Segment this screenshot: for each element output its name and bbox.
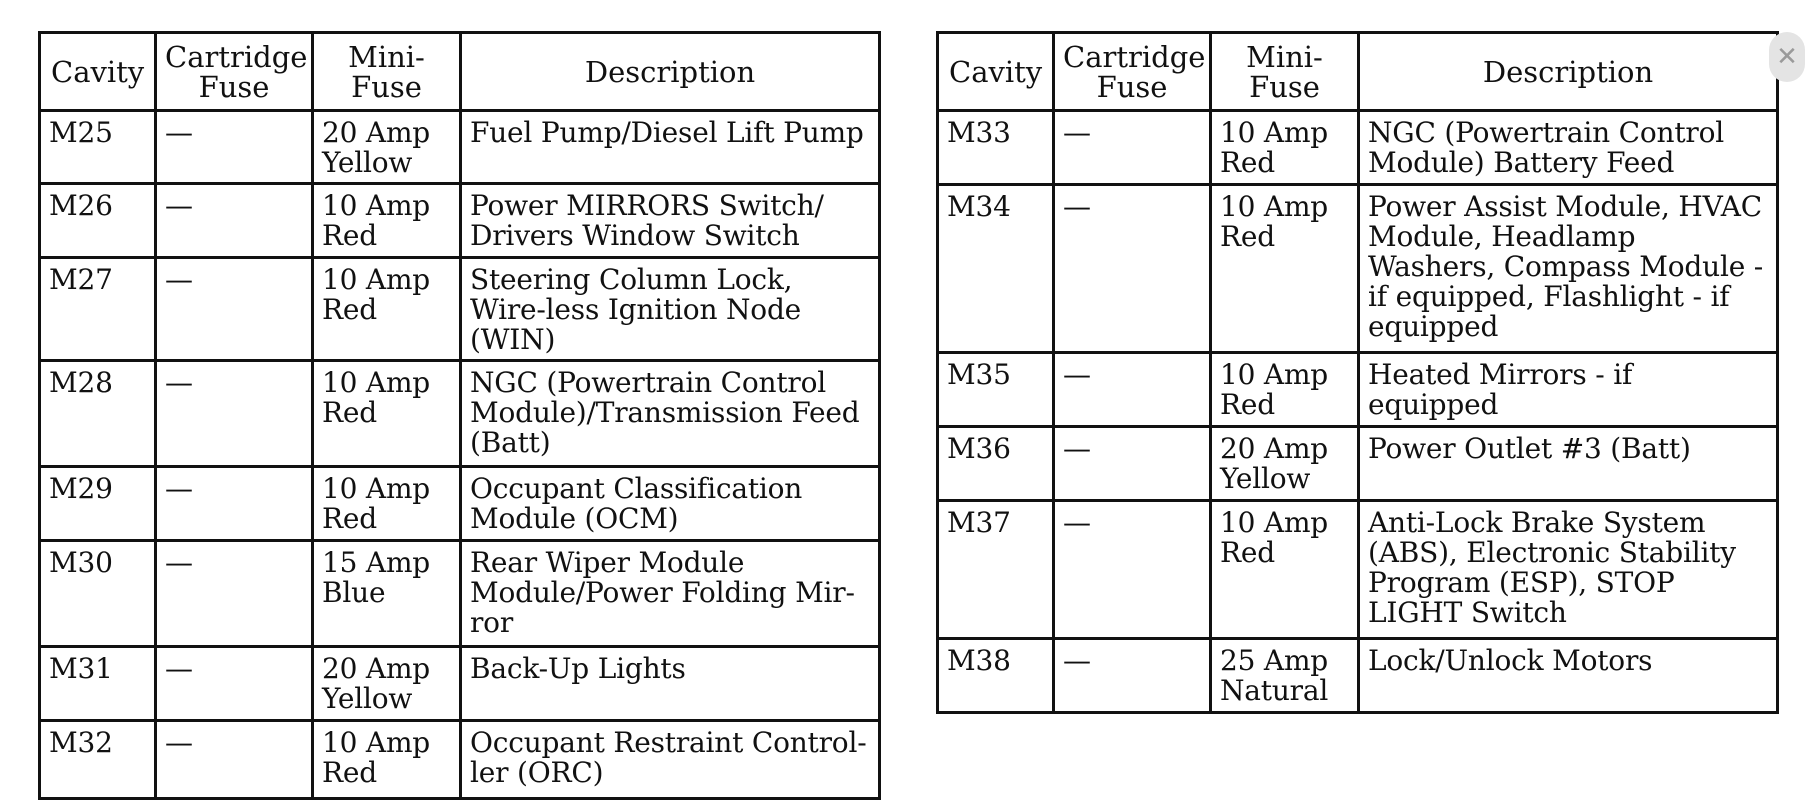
header-row [40,33,880,111]
cartridge-fuse-cell: — [1054,427,1211,501]
header-row [938,33,1778,111]
mini-fuse-cell: 20 Amp Yellow [1211,427,1359,501]
cavity-cell: M28 [40,361,156,467]
description-cell: Power Outlet #3 (Batt) [1359,427,1778,501]
fuse-table-right-body [938,111,1778,713]
cavity-cell: M32 [40,721,156,799]
cavity-cell: M33 [938,111,1054,185]
cartridge-fuse-cell: — [1054,353,1211,427]
description-cell: Steering Column Lock, Wire-less Ignition Node (WIN) [461,258,880,361]
table-row [938,111,1778,185]
description-cell: Fuel Pump/Diesel Lift Pump [461,111,880,184]
cavity-cell: M34 [938,185,1054,353]
cavity-cell: M37 [938,501,1054,639]
description-cell: Heated Mirrors - if equipped [1359,353,1778,427]
cartridge-fuse-cell: — [156,361,313,467]
table-row [40,541,880,647]
cavity-cell: M30 [40,541,156,647]
mini-fuse-cell: 20 Amp Yellow [313,647,461,721]
cavity-cell: M27 [40,258,156,361]
header-description: Description [461,33,880,111]
mini-fuse-cell: 10 Amp Red [313,184,461,258]
header-cartridge-fuse: Cartridge Fuse [1054,33,1211,111]
cavity-cell: M26 [40,184,156,258]
cavity-cell: M35 [938,353,1054,427]
description-cell: Rear Wiper Module Module/Power Folding Mir-ror [461,541,880,647]
table-row [40,721,880,799]
close-icon[interactable]: ✕ [1769,32,1805,82]
table-row [40,647,880,721]
cartridge-fuse-cell: — [1054,639,1211,713]
cartridge-fuse-cell: — [156,467,313,541]
description-cell: Occupant Classification Module (OCM) [461,467,880,541]
mini-fuse-cell: 15 Amp Blue [313,541,461,647]
header-cavity: Cavity [40,33,156,111]
cavity-cell: M38 [938,639,1054,713]
cavity-cell: M31 [40,647,156,721]
cavity-cell: M25 [40,111,156,184]
description-cell: Back-Up Lights [461,647,880,721]
description-cell: NGC (Powertrain Control Module)/Transmission Feed (Batt) [461,361,880,467]
header-description: Description [1359,33,1778,111]
mini-fuse-cell: 10 Amp Red [313,361,461,467]
mini-fuse-cell: 10 Amp Red [1211,353,1359,427]
cartridge-fuse-cell: — [1054,501,1211,639]
cartridge-fuse-cell: — [1054,111,1211,185]
fuse-table-right [936,31,1779,714]
description-cell: Power MIRRORS Switch/ Drivers Window Switch [461,184,880,258]
header-mini-fuse: Mini- Fuse [313,33,461,111]
description-cell: Lock/Unlock Motors [1359,639,1778,713]
mini-fuse-cell: 10 Amp Red [1211,111,1359,185]
table-row [938,639,1778,713]
cartridge-fuse-cell: — [156,111,313,184]
fuse-table-left [38,31,881,800]
table-row [40,361,880,467]
mini-fuse-cell: 10 Amp Red [313,467,461,541]
table-row [938,501,1778,639]
header-cartridge-fuse: Cartridge Fuse [156,33,313,111]
mini-fuse-cell: 10 Amp Red [313,258,461,361]
mini-fuse-cell: 25 Amp Natural [1211,639,1359,713]
cartridge-fuse-cell: — [156,258,313,361]
cavity-cell: M29 [40,467,156,541]
table-row [40,467,880,541]
table-row [40,184,880,258]
description-cell: Power Assist Module, HVAC Module, Headlamp Washers, Compass Module - if equipped, Flashlight - if equipped [1359,185,1778,353]
table-row [938,185,1778,353]
cartridge-fuse-cell: — [156,541,313,647]
description-cell: Occupant Restraint Control-ler (ORC) [461,721,880,799]
description-cell: NGC (Powertrain Control Module) Battery Feed [1359,111,1778,185]
cartridge-fuse-cell: — [156,721,313,799]
cartridge-fuse-cell: — [156,647,313,721]
mini-fuse-cell: 10 Amp Red [1211,185,1359,353]
table-row [938,427,1778,501]
cartridge-fuse-cell: — [1054,185,1211,353]
description-cell: Anti-Lock Brake System (ABS), Electronic Stability Program (ESP), STOP LIGHT Switch [1359,501,1778,639]
fuse-table-left-body [40,111,880,799]
mini-fuse-cell: 20 Amp Yellow [313,111,461,184]
header-cavity: Cavity [938,33,1054,111]
table-row [40,258,880,361]
cavity-cell: M36 [938,427,1054,501]
header-mini-fuse: Mini- Fuse [1211,33,1359,111]
mini-fuse-cell: 10 Amp Red [313,721,461,799]
mini-fuse-cell: 10 Amp Red [1211,501,1359,639]
cartridge-fuse-cell: — [156,184,313,258]
table-row [40,111,880,184]
table-row [938,353,1778,427]
